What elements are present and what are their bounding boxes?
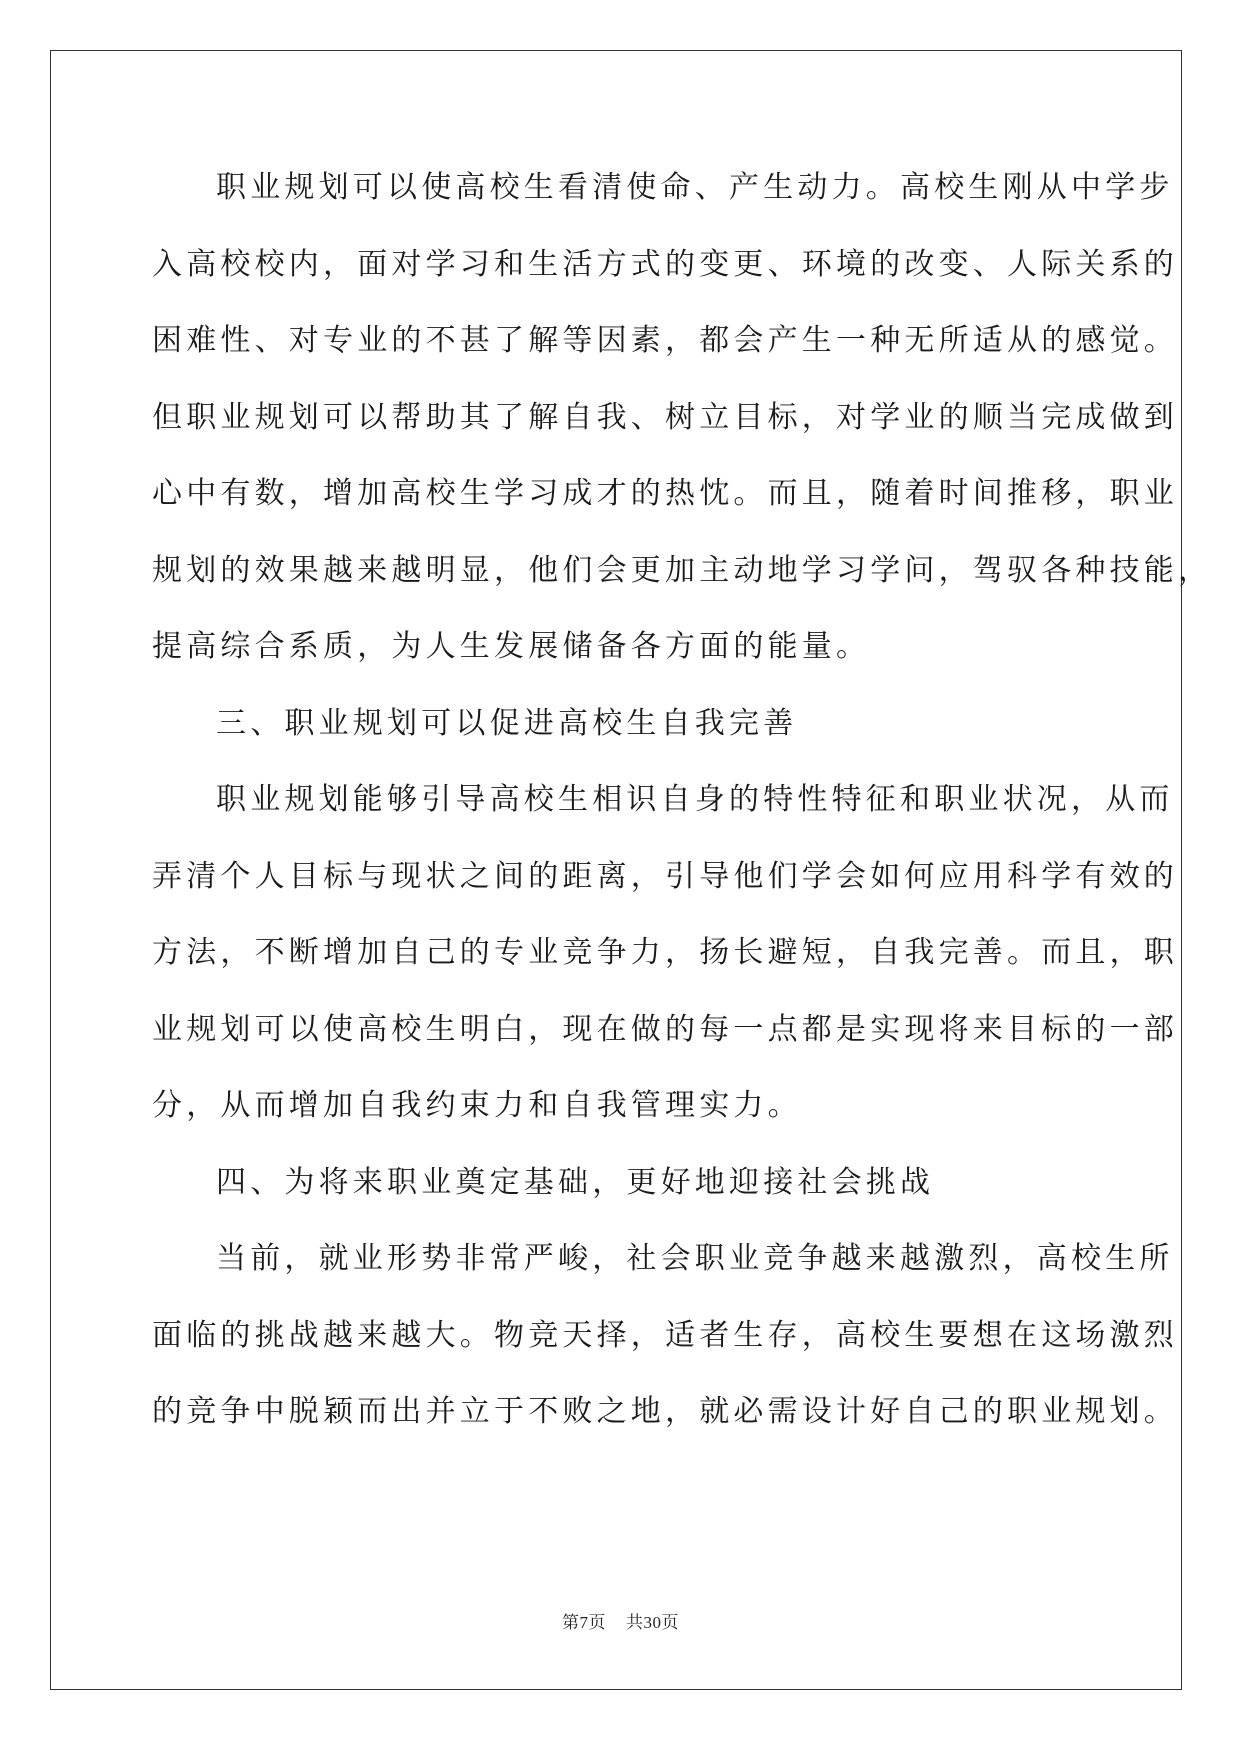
page-number-total: 共30页 [626,1613,679,1632]
paragraph-line: 但职业规划可以帮助其了解自我、树立目标，对学业的顺当完成做到 [152,399,1178,435]
section-heading: 三、职业规划可以促进高校生自我完善 [216,705,798,741]
paragraph-line: 入高校校内，面对学习和生活方式的变更、环境的改变、人际关系的 [152,246,1178,282]
paragraph-line: 当前，就业形势非常严峻，社会职业竞争越来越激烈，高校生所 [216,1241,1174,1276]
paragraph-line: 职业规划能够引导高校生相识自身的特性特征和职业状况，从而 [216,782,1174,817]
paragraph-line: 心中有数，增加高校生学习成才的热忱。而且，随着时间推移，职业 [152,476,1178,511]
paragraph-line: 的竞争中脱颖而出并立于不败之地，就必需设计好自己的职业规划。 [152,1394,1178,1429]
paragraph-line: 弄清个人目标与现状之间的距离，引导他们学会如何应用科学有效的 [152,858,1178,894]
section-heading: 四、为将来职业奠定基础，更好地迎接社会挑战 [216,1164,935,1200]
paragraph-line: 困难性、对专业的不甚了解等因素，都会产生一种无所适从的感觉。 [152,323,1178,358]
paragraph-line: 分，从而增加自我约束力和自我管理实力。 [152,1088,802,1123]
paragraph-line: 业规划可以使高校生明白，现在做的每一点都是实现将来目标的一部 [152,1011,1178,1047]
paragraph-line: 职业规划可以使高校生看清使命、产生动力。高校生刚从中学步 [216,170,1174,205]
page-number-current: 第7页 [562,1613,606,1632]
paragraph-line: 规划的效果越来越明显，他们会更加主动地学习学问，驾驭各种技能， [152,552,1213,588]
paragraph-line: 方法，不断增加自己的专业竞争力，扬长避短，自我完善。而且，职 [152,935,1178,970]
paragraph-line: 面临的挑战越来越大。物竞天择，适者生存，高校生要想在这场激烈 [152,1317,1178,1353]
paragraph-line: 提高综合系质，为人生发展储备各方面的能量。 [152,629,871,664]
document-body [152,160,1213,1461]
page-footer [0,1608,1241,1633]
